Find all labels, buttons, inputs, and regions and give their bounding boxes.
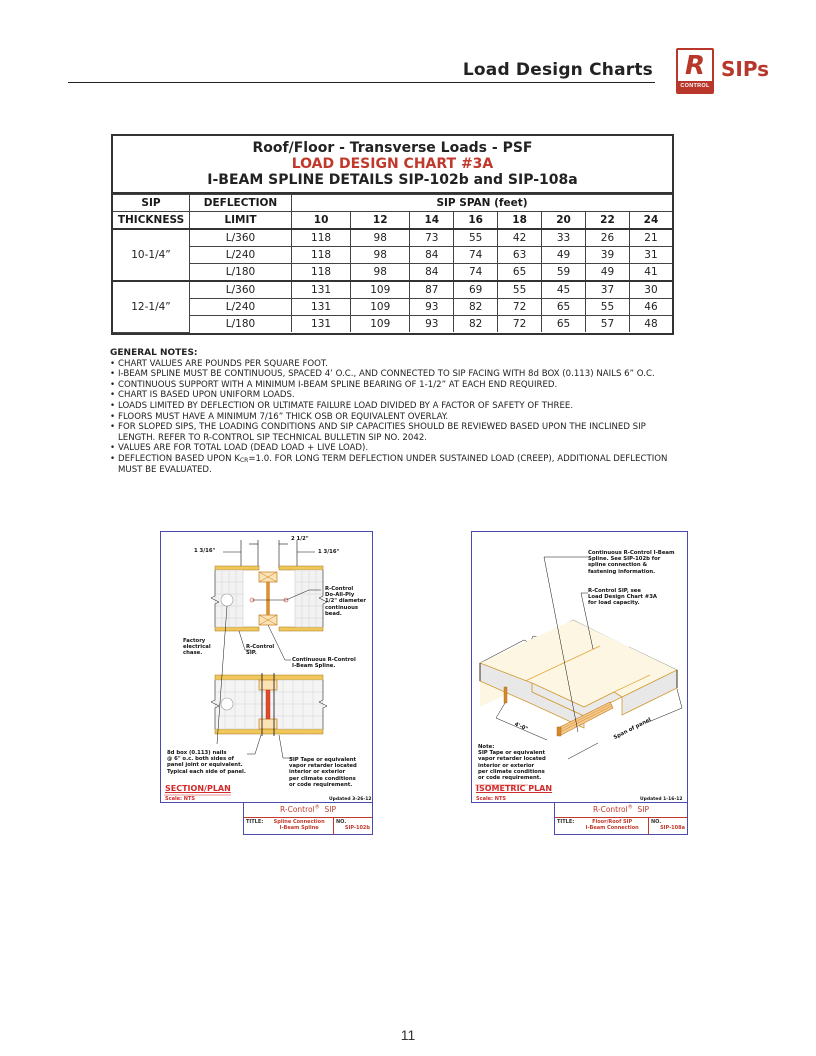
load-value-cell: 49 xyxy=(586,264,630,282)
dim-left-label: 1 3/16" xyxy=(194,548,216,554)
note-item: • FLOORS MUST HAVE A MINIMUM 7/16” THICK OSB OR EQUIVALENT OVERLAY. xyxy=(110,412,670,423)
load-table xyxy=(113,194,672,333)
deflection-limit-cell: L/360 xyxy=(190,229,292,247)
view-title-isometric: ISOMETRIC PLAN xyxy=(476,784,553,793)
load-value-cell: 82 xyxy=(454,299,498,316)
table-row xyxy=(113,316,672,333)
chart-detail-title: I-BEAM SPLINE DETAILS SIP-102b and SIP-108a xyxy=(207,172,578,188)
load-value-cell: 72 xyxy=(498,299,542,316)
updated-date: Updated 3-26-12 xyxy=(329,797,372,802)
iso-brand-name: R-Control xyxy=(592,805,628,814)
number-label: NO. xyxy=(336,819,347,825)
iso-scale-label: Scale: NTS xyxy=(476,796,506,802)
load-value-cell: 57 xyxy=(586,316,630,333)
load-value-cell: 84 xyxy=(410,247,454,264)
chart-title-block xyxy=(113,136,672,194)
load-value-cell: 30 xyxy=(629,281,672,299)
title-block-sip-102b xyxy=(243,803,373,835)
iso-title-block-title xyxy=(555,818,649,835)
load-value-cell: 74 xyxy=(454,247,498,264)
span-header-12: 12 xyxy=(351,212,410,230)
load-value-cell: 42 xyxy=(498,229,542,247)
load-value-cell: 131 xyxy=(292,299,351,316)
load-value-cell: 118 xyxy=(292,229,351,247)
load-value-cell: 46 xyxy=(629,299,672,316)
iso-note: Note: SIP Tape or equivalent vapor retarder located interior or exterior per climate conditions or code requirement. xyxy=(478,744,546,782)
col-header-deflection-l2: LIMIT xyxy=(190,212,292,230)
table-row xyxy=(113,229,672,247)
note-item: • CONTINUOUS SUPPORT WITH A MINIMUM I-BEAM SPLINE BEARING OF 1-1/2” AT EACH END REQUIRED. xyxy=(110,380,670,391)
span-header-14: 14 xyxy=(410,212,454,230)
thickness-cell: 10-1/4” xyxy=(113,229,190,281)
load-value-cell: 109 xyxy=(351,316,410,333)
dim-span-label: Span of panel xyxy=(612,716,653,742)
load-value-cell: 93 xyxy=(410,316,454,333)
callout-electrical-chase: Factory electrical chase. xyxy=(183,638,211,657)
callout-iso-spline: Continuous R-Control I-Beam Spline. See SIP-102b for spline connection & fastening information. xyxy=(588,550,675,575)
iso-title-block-number xyxy=(649,818,687,835)
span-header-22: 22 xyxy=(586,212,630,230)
callout-sip: R-Control SIP. xyxy=(246,644,275,657)
iso-brand-suffix: SIP xyxy=(637,805,649,814)
load-value-cell: 41 xyxy=(629,264,672,282)
load-value-cell: 74 xyxy=(454,264,498,282)
title-block-title xyxy=(244,818,334,835)
span-header-20: 20 xyxy=(542,212,586,230)
span-header-10: 10 xyxy=(292,212,351,230)
notes-title: GENERAL NOTES: xyxy=(110,348,198,358)
note-text: DEFLECTION BASED UPON K xyxy=(118,453,240,464)
table-row xyxy=(113,247,672,264)
load-value-cell: 65 xyxy=(542,299,586,316)
load-value-cell: 49 xyxy=(542,247,586,264)
load-value-cell: 109 xyxy=(351,299,410,316)
page-number: 11 xyxy=(400,1027,416,1043)
load-value-cell: 98 xyxy=(351,247,410,264)
title-text: Spline Connection I-Beam Spline xyxy=(273,819,325,831)
chart-title: Roof/Floor - Transverse Loads - PSF xyxy=(252,140,533,156)
span-header-16: 16 xyxy=(454,212,498,230)
col-header-thickness-l2: THICKNESS xyxy=(113,212,190,230)
load-value-cell: 37 xyxy=(586,281,630,299)
col-header-deflection: DEFLECTION xyxy=(190,195,292,212)
general-notes xyxy=(110,348,670,475)
note-item: • I-BEAM SPLINE MUST BE CONTINUOUS, SPACED 4’ O.C., AND CONNECTED TO SIP FACING WITH 8d BOX (0.113) NAILS 6” O.C. xyxy=(110,369,670,380)
span-header-18: 18 xyxy=(498,212,542,230)
load-value-cell: 55 xyxy=(586,299,630,316)
load-value-cell: 131 xyxy=(292,281,351,299)
callout-iso-sip: R-Control SIP, see Load Design Chart #3A for load capacity. xyxy=(588,588,658,607)
load-value-cell: 26 xyxy=(586,229,630,247)
col-header-thickness: SIP xyxy=(113,195,190,212)
load-value-cell: 63 xyxy=(498,247,542,264)
load-value-cell: 87 xyxy=(410,281,454,299)
load-value-cell: 118 xyxy=(292,264,351,282)
brand-suffix: SIP xyxy=(324,805,336,814)
notes-list xyxy=(110,359,670,476)
load-value-cell: 73 xyxy=(410,229,454,247)
drawing-number: SIP-102b xyxy=(344,825,370,831)
load-value-cell: 31 xyxy=(629,247,672,264)
dim-spacing-label: 4'-0" xyxy=(513,721,529,733)
callout-sealant: R-Control Do-All-Ply 1/2" diameter continuous bead. xyxy=(325,586,366,617)
load-value-cell: 59 xyxy=(542,264,586,282)
section-title: Load Design Charts xyxy=(462,60,653,80)
scale-label: Scale: NTS xyxy=(165,796,195,802)
callout-sip-tape: SIP Tape or equivalent vapor retarder located interior or exterior per climate conditions or code requirement. xyxy=(289,757,357,788)
load-value-cell: 55 xyxy=(498,281,542,299)
section-plan-drawing xyxy=(160,531,373,803)
load-value-cell: 93 xyxy=(410,299,454,316)
callout-spline: Continuous R-Control I-Beam Spline. xyxy=(292,657,356,670)
note-item: • VALUES ARE FOR TOTAL LOAD (DEAD LOAD + LIVE LOAD). xyxy=(110,443,670,454)
load-value-cell: 69 xyxy=(454,281,498,299)
title-block-number xyxy=(334,818,372,835)
deflection-limit-cell: L/240 xyxy=(190,247,292,264)
table-row xyxy=(113,299,672,316)
deflection-limit-cell: L/180 xyxy=(190,264,292,282)
load-value-cell: 84 xyxy=(410,264,454,282)
iso-title-label: TITLE: xyxy=(557,819,575,825)
dim-right-label: 1 3/16" xyxy=(318,549,340,555)
load-value-cell: 45 xyxy=(542,281,586,299)
iso-updated-date: Updated 1-16-12 xyxy=(640,797,683,802)
load-value-cell: 65 xyxy=(498,264,542,282)
deflection-limit-cell: L/180 xyxy=(190,316,292,333)
load-value-cell: 98 xyxy=(351,264,410,282)
load-value-cell: 82 xyxy=(454,316,498,333)
col-header-span: SIP SPAN (feet) xyxy=(292,195,673,212)
load-value-cell: 21 xyxy=(629,229,672,247)
callout-nails: 8d box (0.113) nails @ 6" o.c. both sides of panel joint or equivalent. Typical each side of panel. xyxy=(167,750,246,775)
r-control-logo xyxy=(676,48,714,94)
logo-band-text: CONTROL xyxy=(678,81,712,92)
iso-registered-mark: ® xyxy=(627,804,633,811)
load-value-cell: 48 xyxy=(629,316,672,333)
load-value-cell: 55 xyxy=(454,229,498,247)
dim-mid-label: 2 1/2" xyxy=(291,536,309,542)
deflection-limit-cell: L/360 xyxy=(190,281,292,299)
title-block-brand xyxy=(244,803,372,818)
load-value-cell: 72 xyxy=(498,316,542,333)
brand-name: R-Control xyxy=(279,805,315,814)
load-value-cell: 118 xyxy=(292,247,351,264)
logo-letter: R xyxy=(684,51,706,81)
note-item: • CHART IS BASED UPON UNIFORM LOADS. xyxy=(110,390,670,401)
note-item-deflection xyxy=(110,454,670,475)
deflection-limit-cell: L/240 xyxy=(190,299,292,316)
header-rule xyxy=(68,82,655,83)
load-value-cell: 98 xyxy=(351,229,410,247)
chart-subtitle: LOAD DESIGN CHART #3A xyxy=(291,156,494,172)
note-subscript: CR xyxy=(239,456,249,464)
isometric-plan-drawing xyxy=(471,531,688,803)
note-item: • CHART VALUES ARE POUNDS PER SQUARE FOOT. xyxy=(110,359,670,370)
view-title-section-plan: SECTION/PLAN xyxy=(165,784,231,793)
load-value-cell: 131 xyxy=(292,316,351,333)
iso-title-text: Floor/Roof SIP I-Beam Connection xyxy=(585,819,639,831)
note-item: • LOADS LIMITED BY DEFLECTION OR ULTIMATE FAILURE LOAD DIVIDED BY A FACTOR OF SAFETY OF THREE. xyxy=(110,401,670,412)
title-block-sip-108a xyxy=(554,803,688,835)
logo-brand-text: SIPs xyxy=(721,57,770,81)
note-text: =1.0. FOR LONG TERM DEFLECTION UNDER SUSTAINED LOAD (CREEP), ADDITIONAL DEFLECTION MUST BE EVALUATED. xyxy=(118,453,668,475)
load-design-chart xyxy=(111,134,674,335)
thickness-cell: 12-1/4” xyxy=(113,281,190,332)
table-row xyxy=(113,281,672,299)
title-label: TITLE: xyxy=(246,819,264,825)
load-value-cell: 65 xyxy=(542,316,586,333)
iso-title-block-brand xyxy=(555,803,687,818)
registered-mark: ® xyxy=(314,804,320,811)
load-value-cell: 109 xyxy=(351,281,410,299)
table-row xyxy=(113,264,672,282)
iso-drawing-number: SIP-108a xyxy=(660,825,685,831)
load-value-cell: 39 xyxy=(586,247,630,264)
iso-number-label: NO. xyxy=(651,819,662,825)
note-item: • FOR SLOPED SIPS, THE LOADING CONDITIONS AND SIP CAPACITIES SHOULD BE REVIEWED BASED UPON THE INCLINED SIP LENGTH. REFER TO R-CONTROL SIP TECHNICAL BULLETIN SIP NO. 2042. xyxy=(110,422,670,443)
load-value-cell: 33 xyxy=(542,229,586,247)
span-header-24: 24 xyxy=(629,212,672,230)
